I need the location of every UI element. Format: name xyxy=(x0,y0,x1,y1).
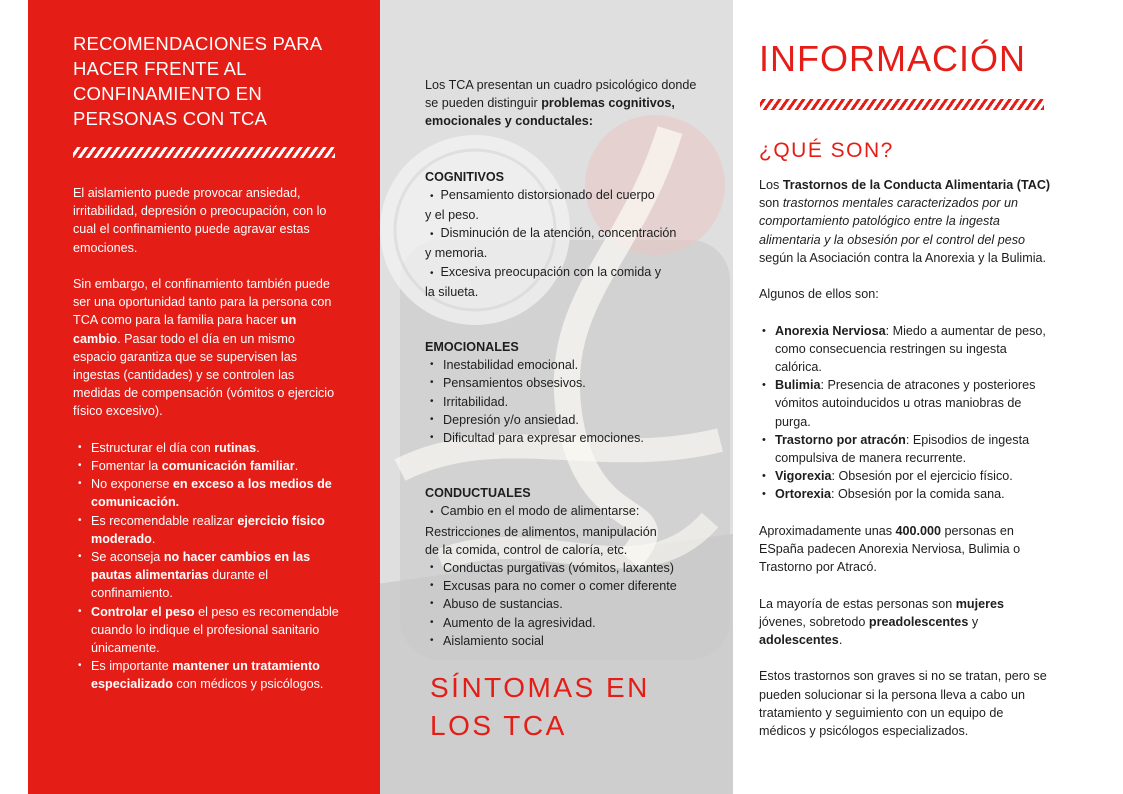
item-bold: Trastorno por atracón xyxy=(775,432,906,447)
cognitivos-item: • Pensamiento distorsionado del cuerpo xyxy=(425,186,705,206)
symptoms-title-line-2: LOS TCA xyxy=(430,710,567,741)
item-text: . xyxy=(294,459,299,474)
item-bold: ejercicio físico moderado xyxy=(91,513,325,546)
cognitivos-item: • Excesiva preocupación con la comida y xyxy=(425,263,705,283)
item-bold: mantener un tratamiento especializado xyxy=(91,659,320,692)
info-title: INFORMACIÓN xyxy=(759,38,1026,79)
item-bold: Vigorexia xyxy=(775,469,832,484)
right-stripe-divider xyxy=(760,99,1044,110)
list-item xyxy=(759,431,1051,467)
item-text: : Obsesión por el ejercicio físico. xyxy=(831,469,1013,484)
p4-bold: mujeres xyxy=(955,596,1005,611)
cognitivos-item: • Disminución de la atención, concentración xyxy=(425,224,705,244)
middle-intro xyxy=(425,76,705,131)
intro-text: Los TCA presentan un cuadro psicológico donde se pueden distinguir xyxy=(425,78,697,111)
conductuales-item: Restricciones de alimentos, manipulación xyxy=(425,524,657,539)
emocionales-item: • Dificultad para expresar emociones. xyxy=(425,429,705,447)
left-title: RECOMENDACIONES PARA HACER FRENTE AL CONFINAMIENTO EN PERSONAS CON TCA xyxy=(73,33,322,129)
item-text: con médicos y psicólogos. xyxy=(172,677,324,692)
p4-bold: adolescentes xyxy=(759,633,839,648)
cognitivos-item: y memoria. xyxy=(425,246,488,261)
emocionales-heading: EMOCIONALES xyxy=(425,340,519,355)
conductuales-item: • Conductas purgativas (vómitos, laxantes) xyxy=(425,559,705,577)
p4-text: y xyxy=(968,614,979,629)
list-item xyxy=(73,657,341,693)
p4-text: La mayoría de estas personas son xyxy=(759,596,956,611)
right-paragraph-4 xyxy=(759,595,1051,650)
left-paragraph-1: El aislamiento puede provocar ansiedad, irritabilidad, depresión o preocupación, con lo cual el confinamiento puede agravar estas emociones. xyxy=(73,186,327,255)
p4-text: . xyxy=(838,633,843,648)
disorders-list xyxy=(759,322,1051,504)
left-p2-text-b: . Pasar todo el día en un mismo espacio garantiza que se supervisen las ingestas (cantidades) y se controlen las medidas de compensación (vómitos o ejercicio físico excesivo). xyxy=(73,331,335,419)
item-text: : Episodios de ingesta compulsiva de manera recurrente. xyxy=(775,432,1030,466)
list-item xyxy=(759,485,1051,503)
conductuales-item: • Abuso de sustancias. xyxy=(425,595,705,613)
cognitivos-item: la silueta. xyxy=(425,284,479,299)
conductuales-item: • Cambio en el modo de alimentarse: xyxy=(425,502,705,522)
item-bold: en exceso a los medios de comunicación. xyxy=(91,477,332,510)
item-text: Fomentar la xyxy=(91,459,162,474)
list-item xyxy=(759,467,1051,485)
left-paragraph-2 xyxy=(73,275,341,421)
list-item xyxy=(73,475,341,511)
p4-text: jóvenes, sobretodo xyxy=(759,614,869,629)
p1-text: Los xyxy=(759,178,783,192)
list-item xyxy=(73,603,341,658)
cognitivos-heading: COGNITIVOS xyxy=(425,169,505,184)
p1-text: según la Asociación contra la Anorexia y la Bulimia. xyxy=(759,250,1047,265)
left-panel xyxy=(28,0,380,794)
p1-bold: Trastornos de la Conducta Alimentaria (TAC) xyxy=(782,178,1051,192)
item-text: No exponerse xyxy=(91,477,173,492)
symptoms-title-line-1: SÍNTOMAS EN xyxy=(430,672,650,703)
conductuales-item: de la comida, control de caloría, etc. xyxy=(425,542,628,557)
left-body xyxy=(73,184,341,694)
right-paragraph-5: Estos trastornos son graves si no se tratan, pero se pueden solucionar si la persona lleva a cabo un tratamiento y seguimiento con un equipo de médicos y psicólogos especializados. xyxy=(759,669,1047,739)
item-bold: Ortorexia xyxy=(775,487,831,502)
middle-panel xyxy=(380,0,733,794)
item-bold: Bulimia xyxy=(775,378,821,393)
symptoms-title xyxy=(430,669,710,745)
right-paragraph-2: Algunos de ellos son: xyxy=(759,287,879,302)
p3-text: Aproximadamente unas xyxy=(759,523,896,538)
item-bold: rutinas xyxy=(214,440,257,455)
item-text: Estructurar el día con xyxy=(91,440,215,455)
list-item xyxy=(759,376,1051,431)
item-text: el peso es recomendable cuando lo indique el profesional sanitario únicamente. xyxy=(91,604,339,656)
conductuales-item: • Excusas para no comer o comer diferente xyxy=(425,577,705,595)
middle-body xyxy=(425,76,705,650)
item-text: : Obsesión por la comida sana. xyxy=(831,487,1005,502)
item-text: : Miedo a aumentar de peso, como consecuencia restringen su ingesta calórica. xyxy=(775,323,1046,374)
intro-bold: problemas cognitivos, emocionales y conductales: xyxy=(425,96,675,129)
item-text: : Presencia de atracones y posteriores vómitos autoinducidos u otras maniobras de purga. xyxy=(775,378,1036,429)
right-paragraph-1 xyxy=(759,176,1051,267)
left-p2-text-a: Sin embargo, el confinamiento también puede ser una oportunidad tanto para la persona con TCA como para la familia para hacer xyxy=(73,277,332,328)
list-item xyxy=(73,548,341,603)
item-text: Es recomendable realizar xyxy=(91,513,238,528)
item-bold: comunicación familiar xyxy=(161,459,295,474)
what-are-subtitle: ¿QUÉ SON? xyxy=(759,139,894,162)
right-paragraph-3 xyxy=(759,522,1051,577)
emocionales-item: • Irritabilidad. xyxy=(425,393,705,411)
list-item xyxy=(73,457,341,475)
left-p2-bold: un cambio xyxy=(73,313,297,346)
recommendations-list xyxy=(73,439,341,694)
left-stripe-divider xyxy=(73,147,335,158)
right-body xyxy=(759,176,1051,758)
conductuales-heading: CONDUCTUALES xyxy=(425,486,531,501)
p3-text: personas en ESpaña padecen Anorexia Nerviosa, Bulimia o Trastorno por Atracó. xyxy=(759,523,1021,575)
list-item xyxy=(73,512,341,548)
p1-italic: trastornos mentales caracterizados por un comportamiento patológico entre la ingesta alimentaria y la obsesión por el control del peso xyxy=(759,196,1026,247)
emocionales-item: • Depresión y/o ansiedad. xyxy=(425,411,705,429)
conductuales-item: • Aumento de la agresividad. xyxy=(425,614,705,632)
item-text: . xyxy=(151,531,156,546)
p3-bold: 400.000 xyxy=(895,523,942,538)
item-text: Es importante xyxy=(91,659,173,674)
emocionales-item: • Inestabilidad emocional. xyxy=(425,356,705,374)
list-item xyxy=(73,439,341,457)
item-bold: Anorexia Nerviosa xyxy=(775,323,886,338)
item-text: durante el confinamiento. xyxy=(91,568,269,601)
conductuales-item: • Aislamiento social xyxy=(425,632,705,650)
item-text: Se aconseja xyxy=(91,550,164,565)
emocionales-item: • Pensamientos obsesivos. xyxy=(425,374,705,392)
p4-bold: preadolescentes xyxy=(868,614,969,629)
item-bold: no hacer cambios en las pautas alimentarias xyxy=(91,550,311,583)
right-panel xyxy=(733,0,1123,794)
p1-text: son xyxy=(759,196,783,211)
item-text: . xyxy=(256,440,260,455)
item-bold: Controlar el peso xyxy=(91,604,195,619)
list-item xyxy=(759,322,1051,377)
cognitivos-item: y el peso. xyxy=(425,208,479,223)
